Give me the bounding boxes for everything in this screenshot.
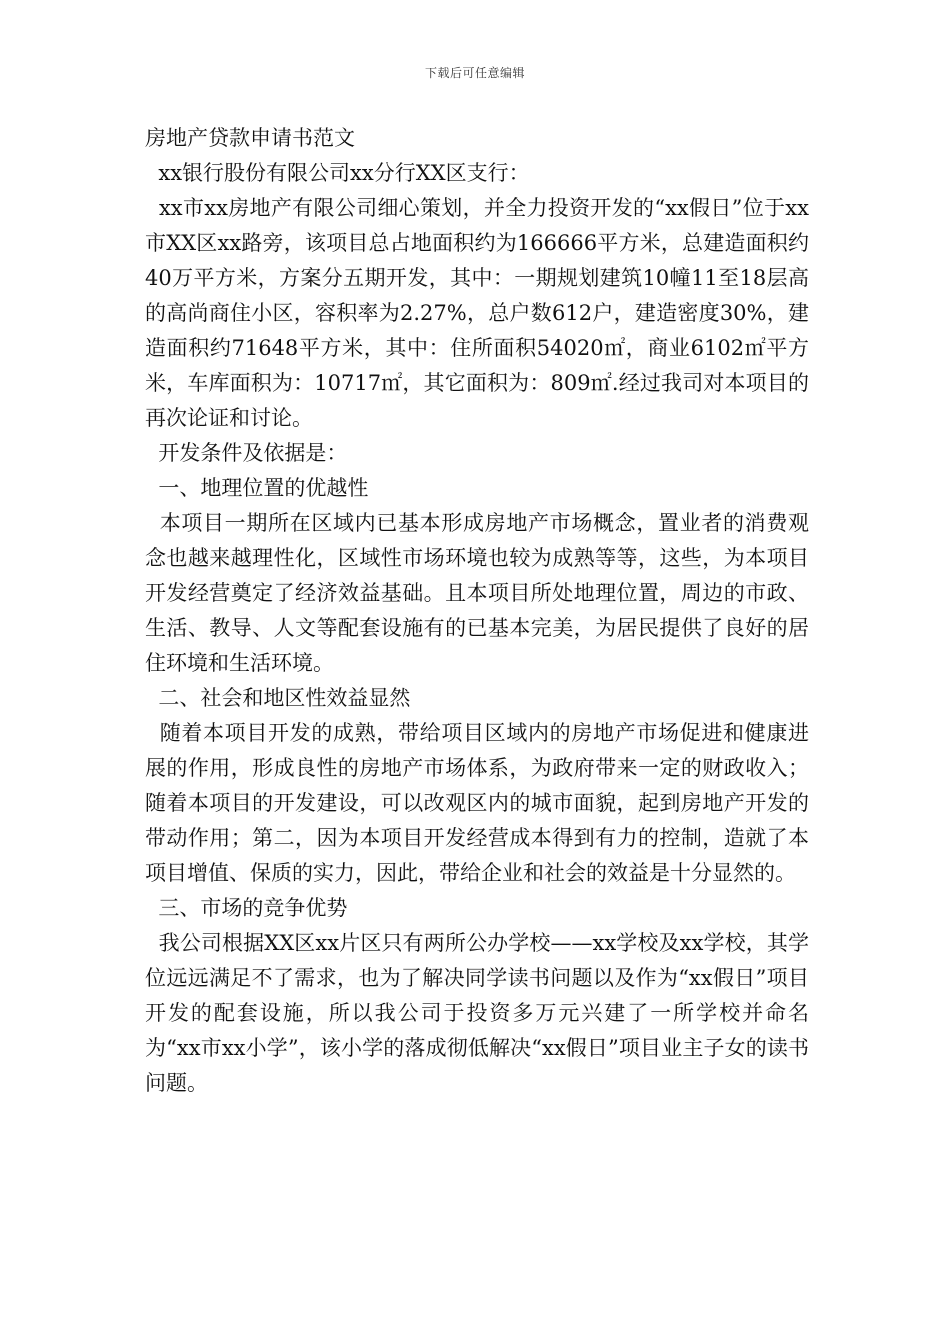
section-1-heading: 一、地理位置的优越性 (145, 476, 369, 500)
project-overview-paragraph: xx市xx房地产有限公司细心策划，并全力投资开发的“xx假日”位于xx市XX区xx路旁，该项目总占地面积约为166666平方米，总建造面积约40万平方米，方案分五期开发，其中：一期规划建筑10幢11至18层高的高尚商住小区，容积率为2.27%，总户数612户，建造密度30%，建造面积约71648平方米，其中：住所面积54020㎡，商业6102㎡平方米，车库面积为：10717㎡，其它面积为：809㎡.经过我司对本项目的再次论证和讨论。 (145, 196, 809, 430)
document-title: 房地产贷款申请书范文 (145, 126, 355, 150)
section-1-paragraph: 本项目一期所在区域内已基本形成房地产市场概念，置业者的消费观念也越来越理性化，区域性市场环境也较为成熟等等，这些，为本项目开发经营奠定了经济效益基础。且本项目所处地理位置，周边的市政、生活、教导、人文等配套设施有的已基本完美，为居民提供了良好的居住环境和生活环境。 (145, 511, 809, 675)
salutation-paragraph: xx银行股份有限公司xx分行XX区支行： (145, 161, 530, 185)
section-2-heading: 二、社会和地区性效益显然 (145, 686, 411, 710)
section-3-heading: 三、市场的竞争优势 (145, 896, 348, 920)
section-2-paragraph: 随着本项目开发的成熟，带给项目区域内的房地产市场促进和健康进展的作用，形成良性的房地产市场体系，为政府带来一定的财政收入；随着本项目的开发建设，可以改观区内的城市面貌，起到房地产开发的带动作用；第二，因为本项目开发经营成本得到有力的控制，造就了本项目增值、保质的实力，因此，带给企业和社会的效益是十分显然的。 (145, 721, 809, 885)
conditions-heading: 开发条件及依据是： (145, 441, 348, 465)
section-3-paragraph: 我公司根据XX区xx片区只有两所公办学校——xx学校及xx学校，其学位远远满足不了需求，也为了解决同学读书问题以及作为“xx假日”项目开发的配套设施，所以我公司于投资多万元兴建了一所学校并命名为“xx市xx小学”，该小学的落成彻低解决“xx假日”项目业主子女的读书问题。 (145, 931, 809, 1095)
document-body (145, 121, 809, 1101)
page-header: 下载后可任意编辑 (424, 66, 525, 80)
